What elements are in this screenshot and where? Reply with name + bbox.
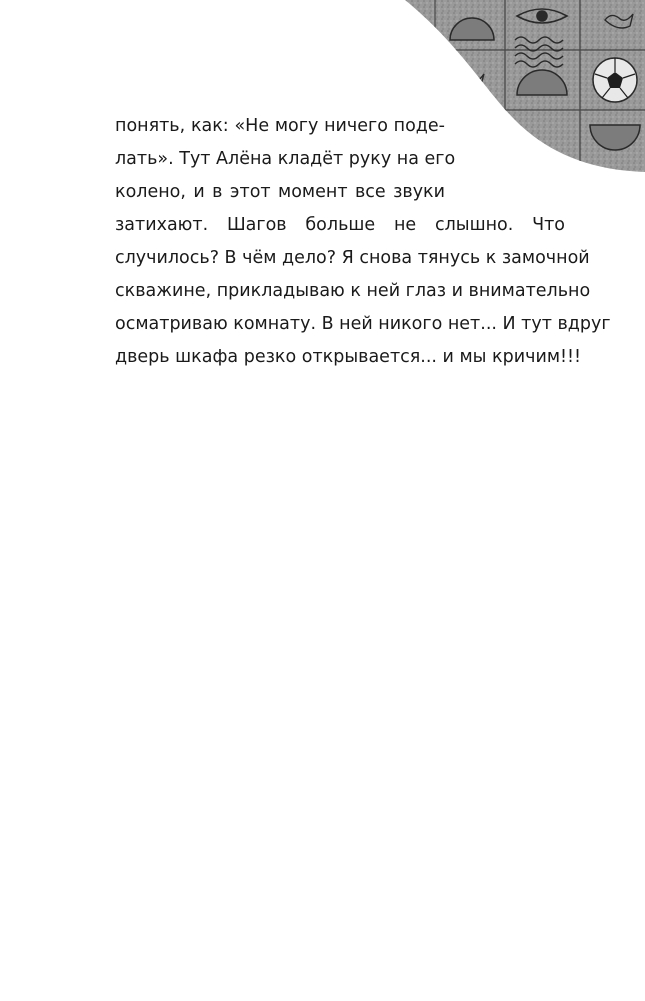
text-line-5: случилось? В чём дело? Я снова тянусь к замочной — [115, 248, 590, 268]
soccer-ball-icon — [593, 58, 637, 102]
page-body-text — [115, 110, 611, 374]
text-line-2: лать». Тут Алёна кладёт руку на его — [115, 149, 456, 169]
text-line-6: скважине, прикладываю к ней глаз и внимательно — [115, 281, 591, 301]
text-line-7: осматриваю комнату. В ней никого нет... И тут вдруг — [115, 314, 611, 334]
text-line-4: затихают. Шагов больше не слышно. Что — [115, 215, 565, 235]
text-line-1: понять, как: «Не могу ничего поде- — [115, 116, 445, 136]
text-line-8: дверь шкафа резко открывается... и мы кричим!!! — [115, 347, 582, 367]
text-line-3: колено, и в этот момент все звуки — [115, 182, 445, 202]
